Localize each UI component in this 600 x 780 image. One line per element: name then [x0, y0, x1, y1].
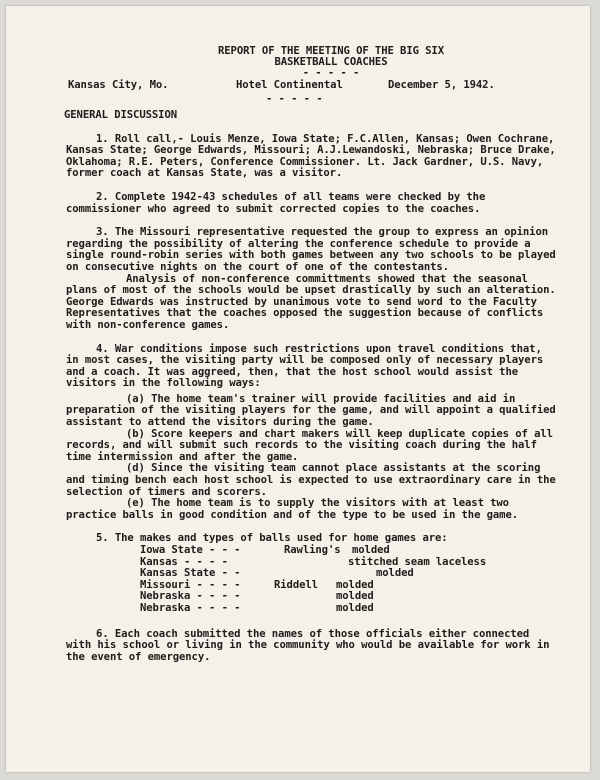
ball-row [140, 545, 556, 557]
ball-brand: Riddell [274, 578, 318, 591]
report-body [64, 45, 562, 663]
ball-type: stitched seam laceless [348, 555, 487, 568]
report-title [106, 46, 556, 68]
item-4e-practice-balls: (e) The home team is to supply the visitors with at least two practice balls in good condition and of the type to be used in the game. [66, 497, 519, 521]
location-row [66, 80, 556, 94]
item-4b-score-keepers: (b) Score keepers and chart makers will keep duplicate copies of all records, and will submit such records to the visiting coach during the half time intermission and after the game. [66, 427, 560, 463]
item-3-round-robin: 3. The Missouri representative requested the group to express an opinion regarding the possibility of altering the conference schedule to provide a single round-robin series with both games between any two schools to be played on consecutive nights on the court of one of the contestants. [66, 226, 562, 273]
meeting-hotel: Hotel Continental [236, 79, 343, 91]
item-1-roll-call: 1. Roll call,- Louis Menze, Iowa State; F.C.Allen, Kansas; Owen Cochrane, Kansas State; George Edwards, Missouri; A.J.Lewandoski, Nebraska; Bruce Drake, Oklahoma; R.E. Peters, Conference Commissioner. Lt. Jack Gardner, U.S. Navy, former coach at Kansas State, was a visitor. [66, 132, 562, 180]
title-line-1: REPORT OF THE MEETING OF THE BIG SIX [217, 45, 444, 57]
meeting-date: December 5, 1942. [388, 79, 495, 91]
item-2-schedules: 2. Complete 1942-43 schedules of all teams were checked by the commissioner who agreed to submit corrected copies to the coaches. [66, 190, 492, 215]
ball-school: Iowa State - - - [140, 544, 241, 556]
item-6-officials: 6. Each coach submitted the names of those officials either connected with his school or living in the community who would be available for work in the event of emergency. [66, 627, 556, 663]
item-3-analysis: Analysis of non-conference committments showed that the seasonal plans of most of the schools would be upset drastically by such an alteration. George Edwards was instructed by unanimous vote to send word to the Faculty Representatives that the coaches opposed the suggestion because of conflicts with non-conference games. [66, 272, 562, 331]
ball-type: molded [336, 601, 374, 614]
ball-type: molded [352, 544, 390, 556]
ball-school: Nebraska - - - - [140, 601, 241, 614]
item-5-balls-heading: 5. The makes and types of balls used for home games are: [96, 532, 448, 545]
item-4a-trainer: (a) The home team's trainer will provide facilities and aid in preparation of the visiting players for the game, and will appoint a qualified assistant to attend the visitors during the game. [66, 392, 562, 429]
ball-type: molded [336, 578, 374, 591]
ball-type: molded [336, 590, 374, 603]
title-dashes: - - - - - [302, 67, 360, 79]
ball-school: Kansas - - - - [140, 555, 228, 568]
item-4-war-conditions: 4. War conditions impose such restrictions upon travel conditions that, in most cases, the visiting party will be composed only of necessary players and a coach. It was aggreed, then, that the host school would assist the visitors in the following ways: [66, 342, 550, 390]
ball-brand: Rawling's [284, 544, 341, 556]
ball-row [140, 603, 556, 615]
ball-school: Missouri - - - - [140, 578, 241, 591]
title-line-2: BASKETBALL COACHES [274, 56, 388, 68]
location-dashes: - - - - - [266, 93, 323, 105]
meeting-city: Kansas City, Mo. [68, 79, 169, 91]
ball-school: Kansas State - - [140, 567, 241, 580]
ball-type: molded [376, 567, 414, 580]
document-page [6, 6, 590, 772]
balls-list [66, 545, 556, 615]
ball-school: Nebraska - - - - [140, 590, 241, 603]
item-4d-scoring-bench: (d) Since the visiting team cannot place assistants at the scoring and timing bench each host school is expected to use extraordinary care in the selection of timers and scorers. [66, 462, 562, 498]
section-heading: GENERAL DISCUSSION [64, 109, 178, 121]
